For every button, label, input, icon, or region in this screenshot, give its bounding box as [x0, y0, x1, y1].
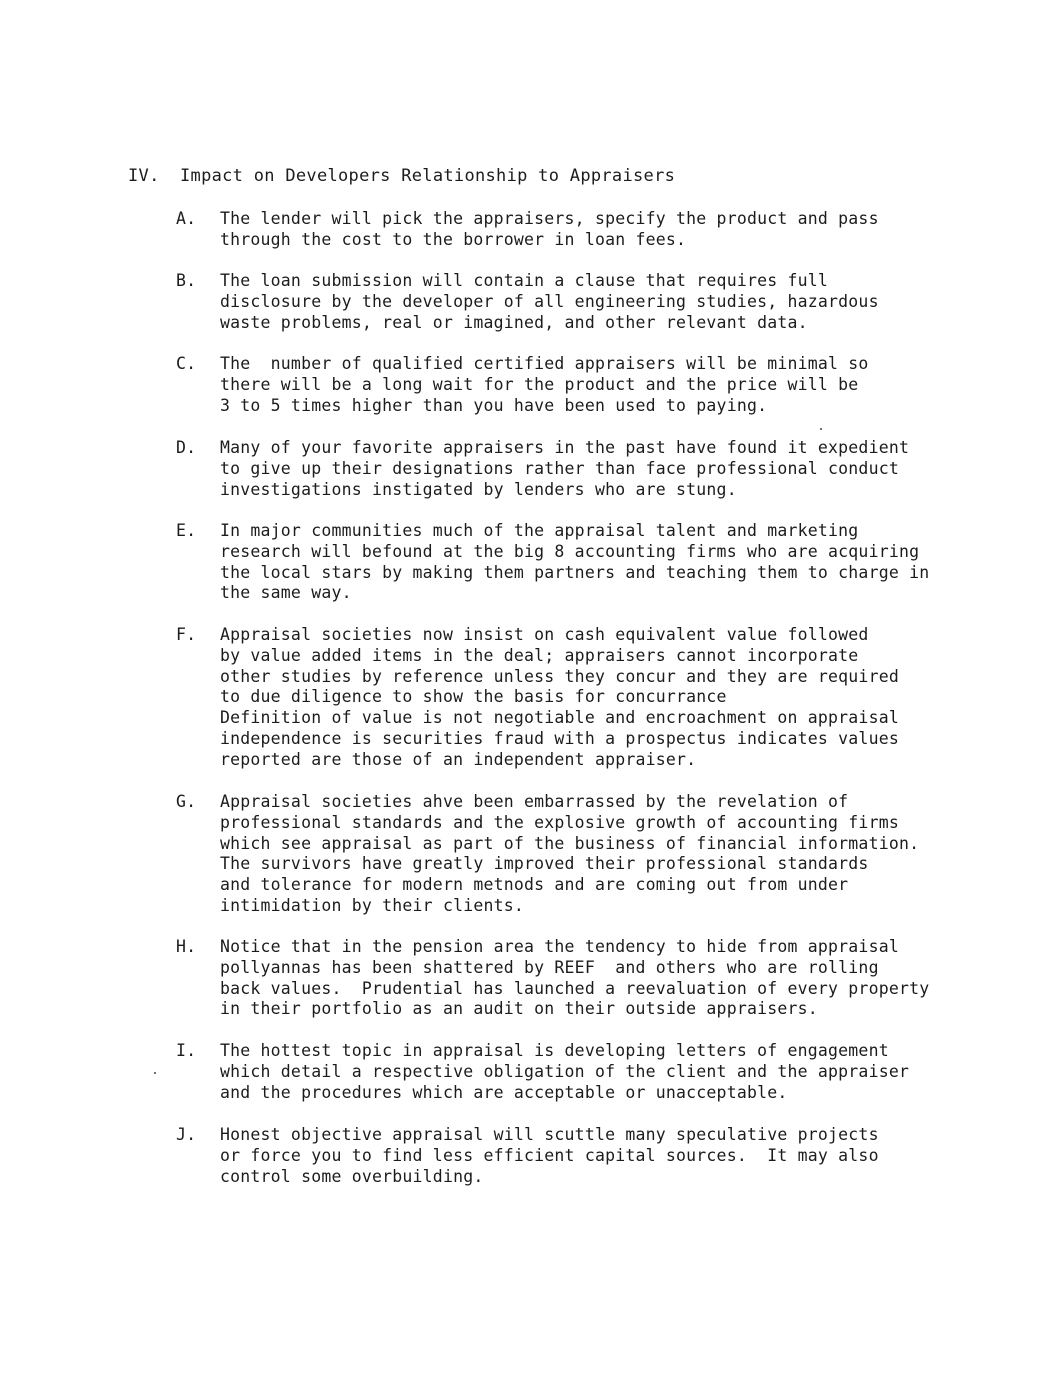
item-letter: D.	[176, 438, 197, 457]
item-line: which detail a respective obligation of the client and the appraiser	[220, 1061, 910, 1081]
item-letter: B.	[176, 271, 197, 290]
item-line: The number of qualified certified appraisers will be minimal so	[220, 354, 869, 373]
item-letter: A.	[176, 209, 197, 228]
item-line: in their portfolio as an audit on their outside appraisers.	[220, 999, 818, 1019]
item-text	[220, 792, 919, 917]
item-text	[220, 1125, 879, 1187]
item-line: through the cost to the borrower in loan fees.	[220, 229, 687, 249]
item-letter: H.	[176, 937, 197, 956]
item-line: The hottest topic in appraisal is developing letters of engagement	[220, 1041, 889, 1060]
item-text	[220, 937, 929, 1020]
item-line: professional standards and the explosive growth of accounting firms	[220, 812, 899, 832]
item-text	[220, 521, 929, 604]
item-line: reported are those of an independent appraiser.	[220, 749, 697, 769]
item-line: to give up their designations rather than face professional conduct	[220, 458, 899, 478]
item-line: there will be a long wait for the product and the price will be	[220, 374, 859, 394]
item-text	[220, 209, 879, 251]
scan-speck	[154, 1072, 156, 1074]
item-line: control some overbuilding.	[220, 1166, 484, 1186]
item-line: the local stars by making them partners and teaching them to charge in	[220, 562, 930, 582]
section-heading	[128, 166, 675, 187]
scan-speck	[820, 428, 822, 430]
item-letter: I.	[176, 1041, 197, 1060]
item-line: research will befound at the big 8 accounting firms who are acquiring	[220, 541, 920, 561]
item-letter: E.	[176, 521, 197, 540]
item-text	[220, 1041, 909, 1103]
item-line: back values. Prudential has launched a reevaluation of every property	[220, 978, 930, 998]
item-text	[220, 354, 869, 416]
item-text	[220, 625, 899, 771]
item-line: Appraisal societies now insist on cash equivalent value followed	[220, 625, 869, 644]
item-line: and tolerance for modern metnods and are coming out from under	[220, 875, 849, 895]
item-line: to due diligence to show the basis for concurrance	[220, 687, 727, 707]
item-line: independence is securities fraud with a prospectus indicates values	[220, 728, 899, 748]
item-line: Appraisal societies ahve been embarrassed by the revelation of	[220, 792, 849, 811]
item-text	[220, 438, 909, 500]
item-line: 3 to 5 times higher than you have been used to paying.	[220, 395, 768, 415]
item-letter: G.	[176, 792, 197, 811]
item-line: pollyannas has been shattered by REEF and others who are rolling	[220, 957, 879, 977]
item-line: the same way.	[220, 583, 352, 603]
item-line: The loan submission will contain a clause that requires full	[220, 271, 829, 290]
item-letter: J.	[176, 1125, 197, 1144]
item-line: by value added items in the deal; appraisers cannot incorporate	[220, 645, 859, 665]
item-line: waste problems, real or imagined, and other relevant data.	[220, 312, 808, 332]
section-title: Impact on Developers Relationship to Appraisers	[180, 166, 676, 186]
section-number: IV.	[128, 166, 160, 186]
item-line: Honest objective appraisal will scuttle many speculative projects	[220, 1125, 879, 1144]
item-line: disclosure by the developer of all engineering studies, hazardous	[220, 291, 879, 311]
item-line: other studies by reference unless they concur and they are required	[220, 666, 899, 686]
item-line: In major communities much of the appraisal talent and marketing	[220, 521, 859, 540]
item-line: Many of your favorite appraisers in the past have found it expedient	[220, 438, 910, 457]
item-line: Notice that in the pension area the tendency to hide from appraisal	[220, 937, 899, 956]
item-line: which see appraisal as part of the business of financial information.	[220, 833, 920, 853]
item-letter: C.	[176, 354, 197, 373]
item-text	[220, 271, 879, 333]
item-line: Definition of value is not negotiable and encroachment on appraisal	[220, 708, 899, 728]
item-line: and the procedures which are acceptable or unacceptable.	[220, 1082, 788, 1102]
item-letter: F.	[176, 625, 197, 644]
item-line: The lender will pick the appraisers, specify the product and pass	[220, 209, 879, 228]
item-line: or force you to find less efficient capital sources. It may also	[220, 1145, 879, 1165]
item-line: investigations instigated by lenders who are stung.	[220, 479, 737, 499]
item-line: intimidation by their clients.	[220, 895, 525, 915]
item-line: The survivors have greatly improved their professional standards	[220, 854, 869, 874]
